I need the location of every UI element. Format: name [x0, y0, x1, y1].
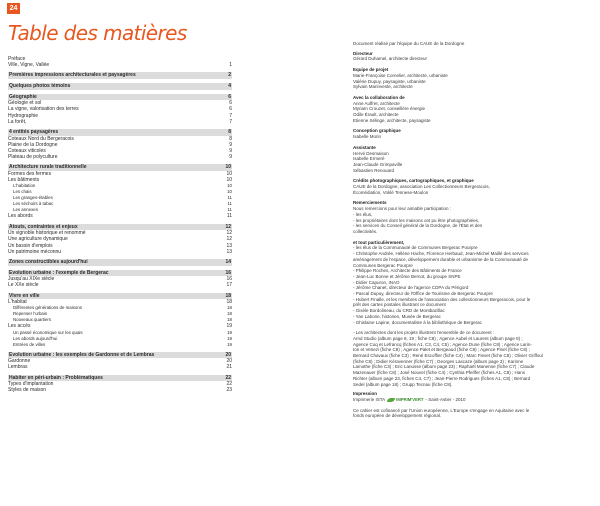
credits-line: - les services du Conseil général de la Dordogne, de l'État et des [353, 223, 483, 229]
toc-page-number: 8 [228, 129, 231, 135]
toc-label: Les granges-étables [13, 195, 53, 201]
toc-label: Coteaux Nord du Bergeracois [8, 135, 74, 142]
toc-section-heading [8, 224, 232, 231]
toc-page-number: 7 [229, 118, 232, 125]
credits-line: - Didier Capuron, INAO [353, 279, 400, 285]
toc-label: Plateau de polyculture [8, 154, 58, 161]
toc-page-number: 20 [226, 358, 232, 365]
credits-line: - Gisèle Bordolineau, du CRD de Montbazillac [353, 308, 445, 314]
toc-label: L'habitat [8, 299, 27, 306]
credits-section-title: Remerciements [353, 200, 387, 206]
toc-page-number: 21 [226, 364, 232, 371]
toc-page-number: 19 [227, 329, 232, 335]
toc-label: Formes des fermes [8, 171, 52, 177]
credits-line: Isabelle Morin [353, 134, 382, 140]
toc-page-number: 16 [225, 269, 231, 276]
text-line: Arnd Studio (album page 8, 19 ; fiche C8) ; Agence Aubel et Laurent (album page 8) ; [353, 335, 523, 341]
toc-label: Quelques photos témoins [9, 83, 71, 89]
toc-page-number: 7 [229, 112, 232, 119]
credits-section [353, 51, 589, 62]
toc-page-number: 10 [227, 183, 232, 189]
credits-line: - les élus, [353, 211, 373, 217]
text-line: Ce cahier est cofinancé par l'Union européenne, L'Europe s'engage en Aquitaine avec le [353, 407, 530, 413]
toc-section-heading [8, 164, 232, 171]
toc-section-heading [8, 94, 232, 101]
toc-page-number: 20 [225, 351, 231, 358]
printer-name: Imprimerie ISTA [353, 396, 386, 402]
credits-line: Valérie Dupuy, paysagiste, urbaniste [353, 78, 426, 84]
toc-page-number: 19 [227, 335, 232, 341]
toc-page-number: 11 [227, 195, 232, 201]
credits-line: - Yan Laborie, historien, Musée de Bergerac [353, 313, 441, 319]
toc-page-number: 10 [226, 177, 232, 184]
imprim-vert-label: IMPRIM'VERT [396, 396, 424, 402]
credits-line: Myriam Crouzet, conseillère énergie [353, 106, 426, 112]
toc-entry [8, 387, 232, 393]
toc-page-number: 16 [226, 276, 232, 283]
credits-line: Écomédiation, Voklé Tennese-Moulon [353, 189, 429, 195]
text-line: fonds européen de développement régional. [353, 413, 442, 419]
credits-line: prêt des cartes postales illustrant ce document [353, 302, 446, 308]
toc-label: Les bâtiments [8, 177, 40, 184]
toc-label: La vigne, valorisation des terres [8, 106, 79, 113]
credits-column [353, 41, 589, 419]
credits-section-title: Avec la collaboration de [353, 94, 405, 100]
toc-label: Lembras [8, 364, 28, 371]
leaf-icon [387, 398, 395, 402]
impression-title: Impression [353, 391, 378, 397]
toc-label: Premières impressions architecturales et paysagères [9, 72, 136, 79]
toc-label: Hydrographie [8, 112, 39, 119]
toc-label: Coteaux viticoles [8, 148, 46, 154]
credits-line: aménagement de l'espace, développement durable et urbanisme de la Communauté de [353, 256, 528, 262]
toc-label: Une agriculture dynamique [8, 236, 68, 243]
toc-label: Atouts, contraintes et enjeux [9, 223, 78, 230]
credits-line: Hervé Desmaison [353, 150, 389, 156]
credits-line: Nous remercions pour leur aimable participation : [353, 206, 452, 212]
credits-intro: Document réalisé par l'équipe du CAUE de la Dordogne [353, 41, 465, 46]
toc-label: Gardonne [8, 358, 31, 365]
toc-label: Habiter en péri-urbain : Problématiques [9, 374, 103, 381]
text-line: - Les architectes dont les projets illustrent l'ensemble de ce document : [353, 330, 495, 336]
toc-label: Evolution urbaine : l'exemple de Bergerac [9, 269, 109, 276]
toc-label: Les accès [8, 323, 31, 330]
credits-section-title: Directeur [353, 50, 373, 56]
text-line: Agence Coq et Lefrancq (fiches A1, C3, C4, C5) ; Agence Dune (fiche C8) ; Agence Larin- [353, 341, 532, 347]
funding-note [353, 408, 589, 419]
credits-line: - Christophe Andrée, Hélène Hache, Florence Herbaud, Jean-Michel Maillé des services [353, 251, 529, 257]
toc-page-number: 12 [225, 223, 231, 230]
toc-page-number: 14 [225, 259, 231, 266]
toc-page-number: 11 [227, 201, 232, 207]
credits-section-title: Equipe de projet [353, 67, 389, 73]
table-of-contents [8, 56, 232, 394]
toc-label: Jusqu'au XIXe siècle [8, 276, 55, 283]
toc-page-number: 1 [229, 62, 232, 69]
toc-label: Repenser l'urbain [13, 311, 48, 317]
credits-section-title: Crédits photographiques, cartographiques, et graphique [353, 178, 474, 184]
toc-page-number: 13 [226, 248, 232, 255]
toc-page-number: 2 [228, 72, 231, 79]
toc-label: Plaine de la Dordogne [8, 141, 58, 148]
toc-label: Architecture rurale traditionnelle [9, 164, 87, 171]
toc-page-number: 18 [227, 305, 232, 311]
toc-label: 4 entités paysagères [9, 129, 59, 135]
credits-line: - Philippe Roches, Architecte des Bâtiments de France [353, 268, 462, 274]
page-number: 24 [7, 3, 20, 14]
toc-label: Un vignoble historique et renommé [8, 230, 86, 237]
toc-section-heading [8, 259, 232, 266]
credits-line: Marie-Françoise Cornelier, architecte, urbaniste [353, 72, 448, 78]
credits-line: - Hubert Finalle, et les membres de l'association des collectionneurs Bergeracois, pour le [353, 296, 531, 302]
toc-page-number: 13 [226, 242, 232, 249]
toc-page-number: 18 [227, 317, 232, 323]
toc-page-number: 22 [226, 381, 232, 388]
credits-line: Sylvain Marinveste, architecte [353, 84, 413, 90]
toc-label: Vivre en ville [9, 292, 40, 299]
credits-line: - les élus de la Communauté de Communes Bergerac Pourpre [353, 245, 478, 251]
toc-label: Evolution urbaine : les exemples de Gardonne et de Lembras [9, 351, 155, 358]
architects-paragraph [353, 330, 589, 387]
text-line: Bernard Chavaux (fiche C3) ; René Escoffier (fiche C4) ; Marc Fievet (fiche C8) ; Olivier Griffoul [353, 353, 543, 359]
toc-page-number: 6 [228, 93, 231, 100]
credits-section [353, 95, 589, 124]
credits-line: Odile Érault, architecte [353, 112, 399, 118]
toc-section-heading [8, 83, 232, 90]
imprim-vert-logo [387, 397, 423, 403]
credits-section [353, 240, 589, 326]
credits-line: Gérard Duhamel, architecte directeur [353, 56, 428, 62]
impression-section [353, 391, 589, 402]
credits-line: Isabelle Ermeré [353, 156, 385, 162]
toc-page-number: 18 [226, 299, 232, 306]
credits-line: CAUE de la Dordogne, association Les Collectionneurs Bergeracois, [353, 184, 490, 190]
credits-line: - les propriétaires dont les maisons ont pu être photographiées, [353, 217, 480, 223]
toc-label: Styles de maison [8, 387, 47, 394]
toc-section-heading [8, 293, 232, 300]
toc-page-number: 11 [226, 213, 232, 220]
toc-section-heading [8, 375, 232, 382]
credits-section [353, 200, 589, 234]
toc-page-number: 4 [228, 83, 231, 89]
credits-line: - Pascal Dupuy, directeur de l'Office de Tourisme de Bergerac Pourpre [353, 291, 493, 297]
credits-section-title: Conception graphique [353, 128, 401, 134]
credits-section [353, 128, 589, 139]
toc-label: Ville, Vigne, Vallée [8, 62, 50, 69]
toc-label: Entrées de villes [13, 341, 46, 347]
text-line: Lamothe (fiche C3) ; Eric Lanusse (album page 23) ; Raphaël Manenne (fiche C7) ; Claude [353, 364, 535, 370]
toc-label: Un bassin d'emplois [8, 242, 53, 249]
toc-label: Différentes générations de maisons [13, 305, 82, 311]
credits-line: collectivités. [353, 228, 378, 234]
toc-page-number: 10 [225, 164, 231, 171]
toc-page-number: 22 [225, 374, 231, 381]
toc-label: Zones constructibles aujourd'hui [9, 259, 88, 266]
credits-line: Anne Auffret, architecte [353, 100, 400, 106]
text-line: ton et Venezi (fiche C8) ; Agence Palet et Bergeaud (fiche C8) ; Agence Pinel (fiche C8) ; [353, 347, 530, 353]
toc-label: Les séchoirs à tabac [13, 201, 54, 207]
text-line: Mazenauer (fiche C8) ; José Nouvel (fiche C4) ; Cynthia Pfeiffer (fiches A1, C8) ; Hans [353, 370, 525, 376]
toc-page-number: 8 [229, 135, 232, 142]
toc-page-number: 10 [226, 171, 232, 177]
toc-label: Un passé économique sur les quais [13, 329, 83, 335]
toc-page-number: 10 [227, 189, 232, 195]
printer-place: - Saint-Astier - 2010 [425, 396, 466, 402]
toc-page-number: 17 [226, 282, 232, 289]
text-line: (fiche C8) ; Didier Kéravenner (fiche C7) ; Georges Lascaze (album page 3) ; Karinne [353, 358, 524, 364]
toc-page-number: 11 [227, 207, 232, 213]
toc-label: Un patrimoine méconnu [8, 248, 62, 255]
credits-line: - Jérôme Chanet, directeur de l'agence CDPA du Périgord [353, 285, 469, 291]
credits-line: Etienne Sélinge, architecte, paysagiste [353, 117, 431, 123]
credits-section-title: Assistante [353, 144, 376, 150]
text-line: Richter (album page 23, fiches C4, C7) ; Jean-Pierre Rodrigues (fiches A1, C8) ; Bernard [353, 375, 531, 381]
toc-label: Les annexes [13, 207, 38, 213]
credits-sections [353, 51, 589, 326]
text-line: Sedel (album page 18) ; Grupp Tecnau (fiche C8). [353, 381, 453, 387]
toc-page-number: 19 [226, 323, 232, 330]
toc-label: Les chais [13, 189, 32, 195]
toc-page-number: 12 [226, 236, 232, 243]
toc-label: Géographie [9, 93, 37, 100]
toc-label: Géologie et sol [8, 100, 42, 107]
impression-line [353, 397, 589, 403]
credits-section [353, 178, 589, 195]
toc-label: Nouveaux quartiers [13, 317, 52, 323]
toc-label: Les abords [8, 213, 33, 220]
credits-line: - Jean-Luc Bonne et Jérôme Bernot, du groupe SNPE [353, 273, 461, 279]
credits-section [353, 67, 589, 90]
credits-line: Jean-Claude Grimpaville [353, 161, 403, 167]
toc-section-heading [8, 72, 232, 79]
toc-page-number: 9 [229, 141, 232, 148]
toc-page-number: 19 [227, 341, 232, 347]
credits-line: - Ghislaine Lapine, documentaliste à la bibliothèque de Bergerac [353, 319, 482, 325]
credits-section-title: et tout particulièrement, [353, 239, 405, 245]
toc-label: Préface [8, 56, 26, 62]
credits-line: Communes Bergerac Pourpre [353, 262, 413, 268]
credits-section [353, 145, 589, 174]
toc-page-number: 6 [229, 106, 232, 113]
toc-page-number: 18 [227, 311, 232, 317]
toc-label: L'habitation [13, 183, 36, 189]
toc-page-number: 12 [226, 230, 232, 237]
toc-page-number: 9 [229, 148, 232, 154]
page-title: Table des matières [8, 21, 187, 45]
credits-line: Sébastien Renouard [353, 167, 395, 173]
toc-page-number: 18 [225, 292, 231, 299]
toc-section-heading [8, 352, 232, 359]
toc-section-heading [8, 129, 232, 136]
toc-page-number: 23 [226, 387, 232, 394]
toc-label: La forêt, [8, 118, 27, 125]
toc-label: Les abords aujourd'hui [13, 335, 58, 341]
toc-page-number: 9 [229, 154, 232, 161]
toc-page-number: 6 [229, 100, 232, 107]
toc-section-heading [8, 270, 232, 277]
toc-label: Types d'implantation [8, 381, 54, 388]
toc-label: Le XXe siècle [8, 282, 39, 289]
